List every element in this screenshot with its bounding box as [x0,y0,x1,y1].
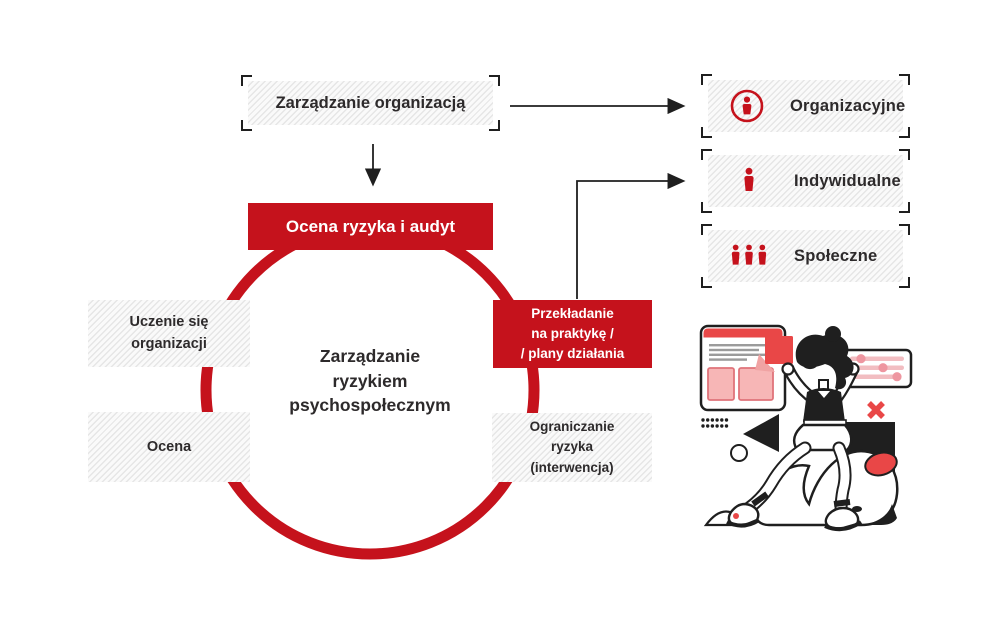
hand [783,364,794,375]
category-organizational [708,80,906,132]
red-card-graphic [765,336,793,364]
corner-bracket [899,74,910,85]
corner-bracket [701,127,712,138]
woman-with-ui-panels-illustration [693,312,993,540]
management-box [248,81,493,125]
corner-bracket [899,149,910,160]
category-label: Społeczne [794,246,878,265]
three-people-icon [729,243,769,269]
cycle-center-title: Zarządzanie ryzykiem psychospołecznym [289,346,451,415]
corner-bracket [241,75,252,86]
corner-bracket [701,277,712,288]
arrow-practice-to-individual [577,181,683,299]
risk-mitigation-box: Ograniczanie ryzyka (interwencja) [492,413,652,482]
corner-bracket [241,120,252,131]
management-box-label: Zarządzanie organizacją [275,93,466,112]
deco-dots [703,420,731,426]
corner-bracket [489,75,500,86]
hair-bun [825,326,841,342]
corner-bracket [899,277,910,288]
assessment-box: Ocena [88,412,250,482]
person-icon [729,167,769,195]
deco-circle [731,445,747,461]
corner-bracket [899,224,910,235]
corner-bracket [701,202,712,213]
corner-bracket [489,120,500,131]
category-individual [708,155,903,207]
practice-plans-box: Przekładanie na praktykę / / plany działania [493,300,652,368]
audit-box [248,203,493,250]
corner-bracket [701,74,712,85]
organizational-learning-box: Uczenie się organizacji [88,300,250,367]
audit-box-label: Ocena ryzyka i audyt [285,216,456,236]
corner-bracket [701,149,712,160]
corner-bracket [899,127,910,138]
category-social [708,230,903,282]
shoe [727,504,759,526]
ankle-cuff [834,502,850,504]
corner-bracket [701,224,712,235]
category-label: Organizacyjne [790,96,906,115]
red-x-mark [869,403,883,417]
deco-triangle [743,414,779,452]
category-label: Indywidualne [794,171,901,190]
corner-bracket [899,202,910,213]
person-in-circle-icon [729,88,765,124]
